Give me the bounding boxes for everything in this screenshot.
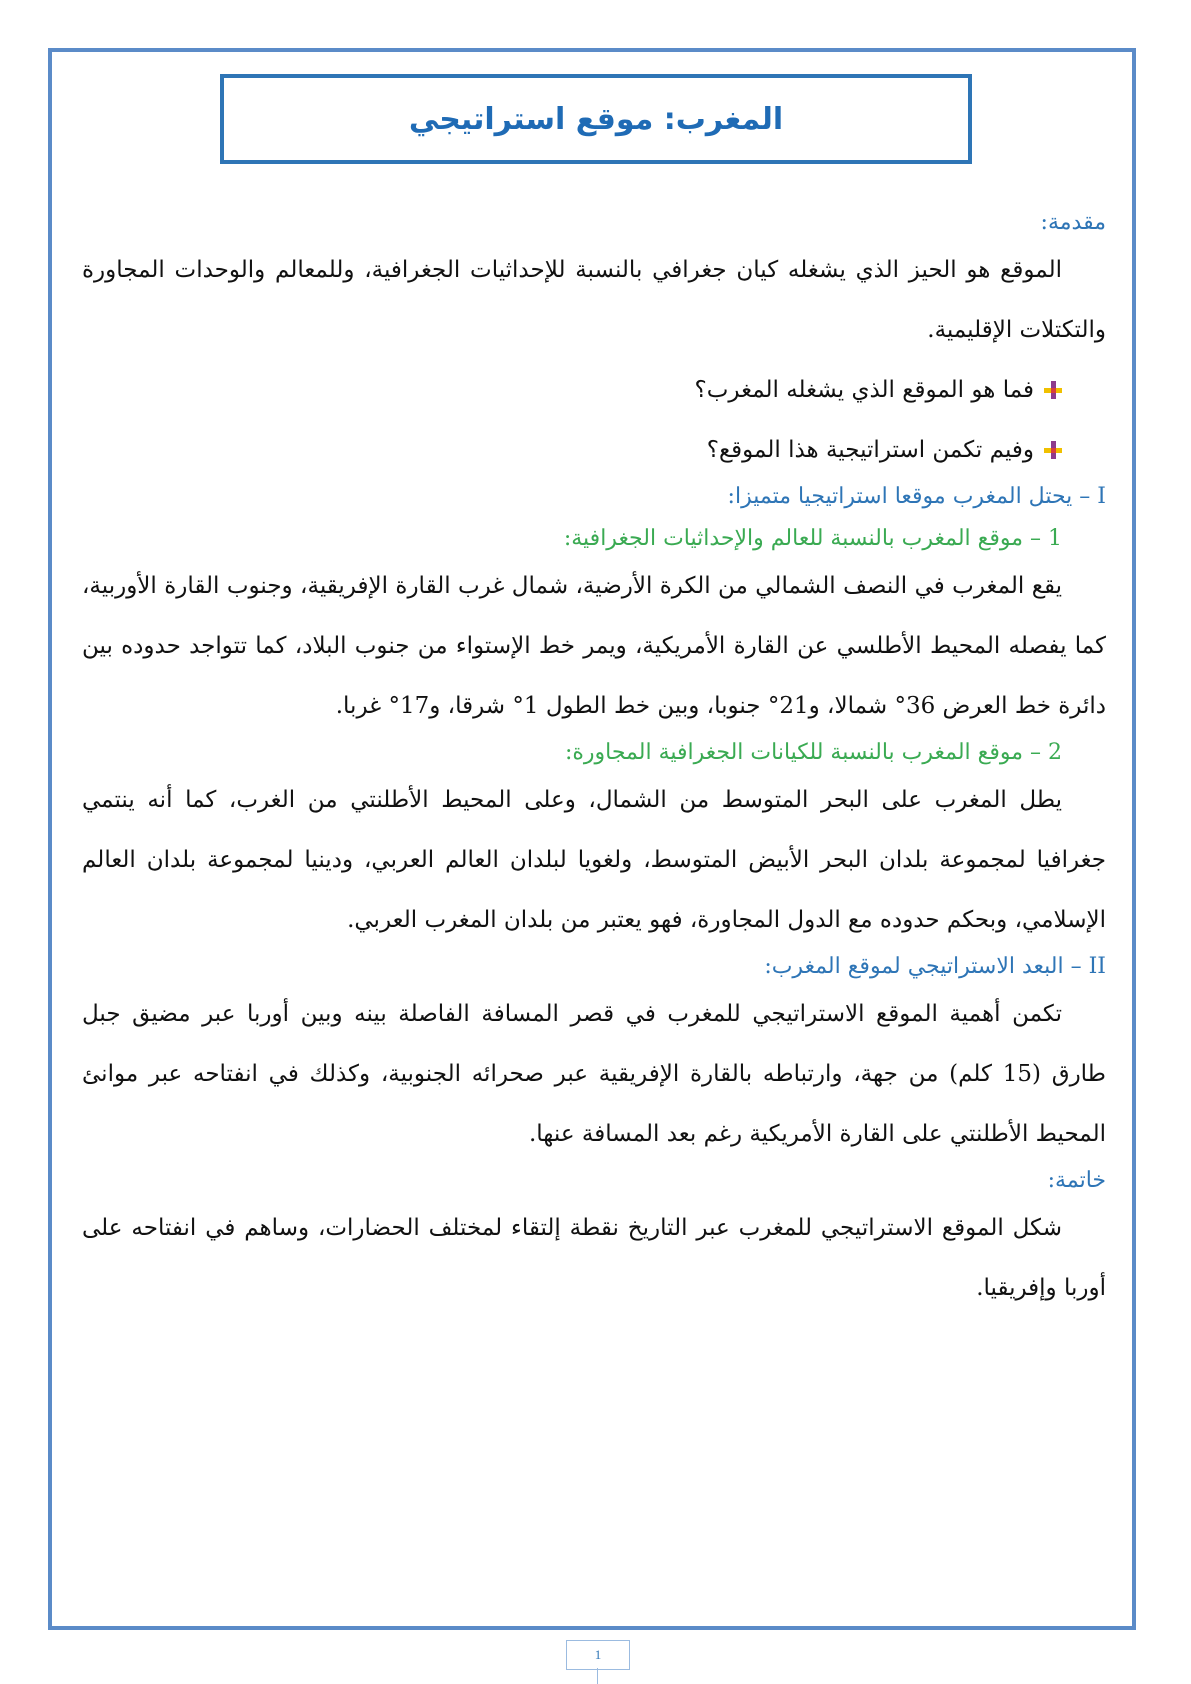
page-title: المغرب: موقع استراتيجي: [408, 101, 784, 137]
plus-bullet-icon: [1044, 441, 1062, 459]
document-body: [82, 206, 1106, 1318]
subsection-1-paragraph: يقع المغرب في النصف الشمالي من الكرة الأرضية، شمال غرب القارة الإفريقية، وجنوب القارة الأوربية، كما يفصله المحيط الأطلسي عن القارة الأمريكية، ويمر خط الإستواء من جنوب البلاد، كما تتواجد حدوده بين دائرة خط العرض 36° شمالا، و21° جنوبا، وبين خط الطول 1° شرقا، و17° غربا.: [82, 573, 1106, 719]
subsection-2-heading: 2 – موقع المغرب بالنسبة للكيانات الجغرافية المجاورة:: [564, 740, 1062, 765]
subsection-2-paragraph: يطل المغرب على البحر المتوسط من الشمال، وعلى المحيط الأطلنتي من الغرب، كما أنه ينتمي جغرافيا لمجموعة بلدان البحر الأبيض المتوسط، ولغويا لبلدان العالم العربي، ودينيا لمجموعة بلدان العالم الإسلامي، وبحكم حدوده مع الدول المجاورة، فهو يعتبر من بلدان المغرب العربي.: [82, 787, 1106, 933]
title-box: [220, 74, 972, 164]
intro-paragraph: الموقع هو الحيز الذي يشغله كيان جغرافي بالنسبة للإحداثيات الجغرافية، وللمعالم والوحدات المجاورة والتكتلات الإقليمية.: [82, 257, 1106, 343]
conclusion-paragraph: شكل الموقع الاستراتيجي للمغرب عبر التاريخ نقطة إلتقاء لمختلف الحضارات، وساهم في انفتاحه على أوربا وإفريقيا.: [82, 1215, 1106, 1301]
question-text: وفيم تكمن استراتيجية هذا الموقع؟: [706, 437, 1034, 463]
subsection-1-heading: 1 – موقع المغرب بالنسبة للعالم والإحداثيات الجغرافية:: [563, 526, 1062, 551]
question-text: فما هو الموقع الذي يشغله المغرب؟: [694, 377, 1034, 403]
footer-divider: [597, 1668, 598, 1684]
conclusion-heading: خاتمة:: [1047, 1168, 1106, 1193]
plus-bullet-icon: [1044, 381, 1062, 399]
section-1-heading: I – يحتل المغرب موقعا استراتيجيا متميزا:: [727, 484, 1106, 509]
page-number: 1: [566, 1640, 630, 1670]
section-2-paragraph: تكمن أهمية الموقع الاستراتيجي للمغرب في قصر المسافة الفاصلة بينه وبين أوربا عبر مضيق جبل طارق (15 كلم) من جهة، وارتباطه بالقارة الإفريقية عبر صحرائه الجنوبية، وكذلك في انفتاحه عبر موانئ المحيط الأطلنتي على القارة الأمريكية رغم بعد المسافة عنها.: [82, 1001, 1106, 1147]
question-item: [82, 420, 1106, 480]
section-2-heading: II – البعد الاستراتيجي لموقع المغرب:: [764, 954, 1106, 979]
question-item: [82, 360, 1106, 420]
intro-heading: مقدمة:: [1040, 210, 1106, 235]
